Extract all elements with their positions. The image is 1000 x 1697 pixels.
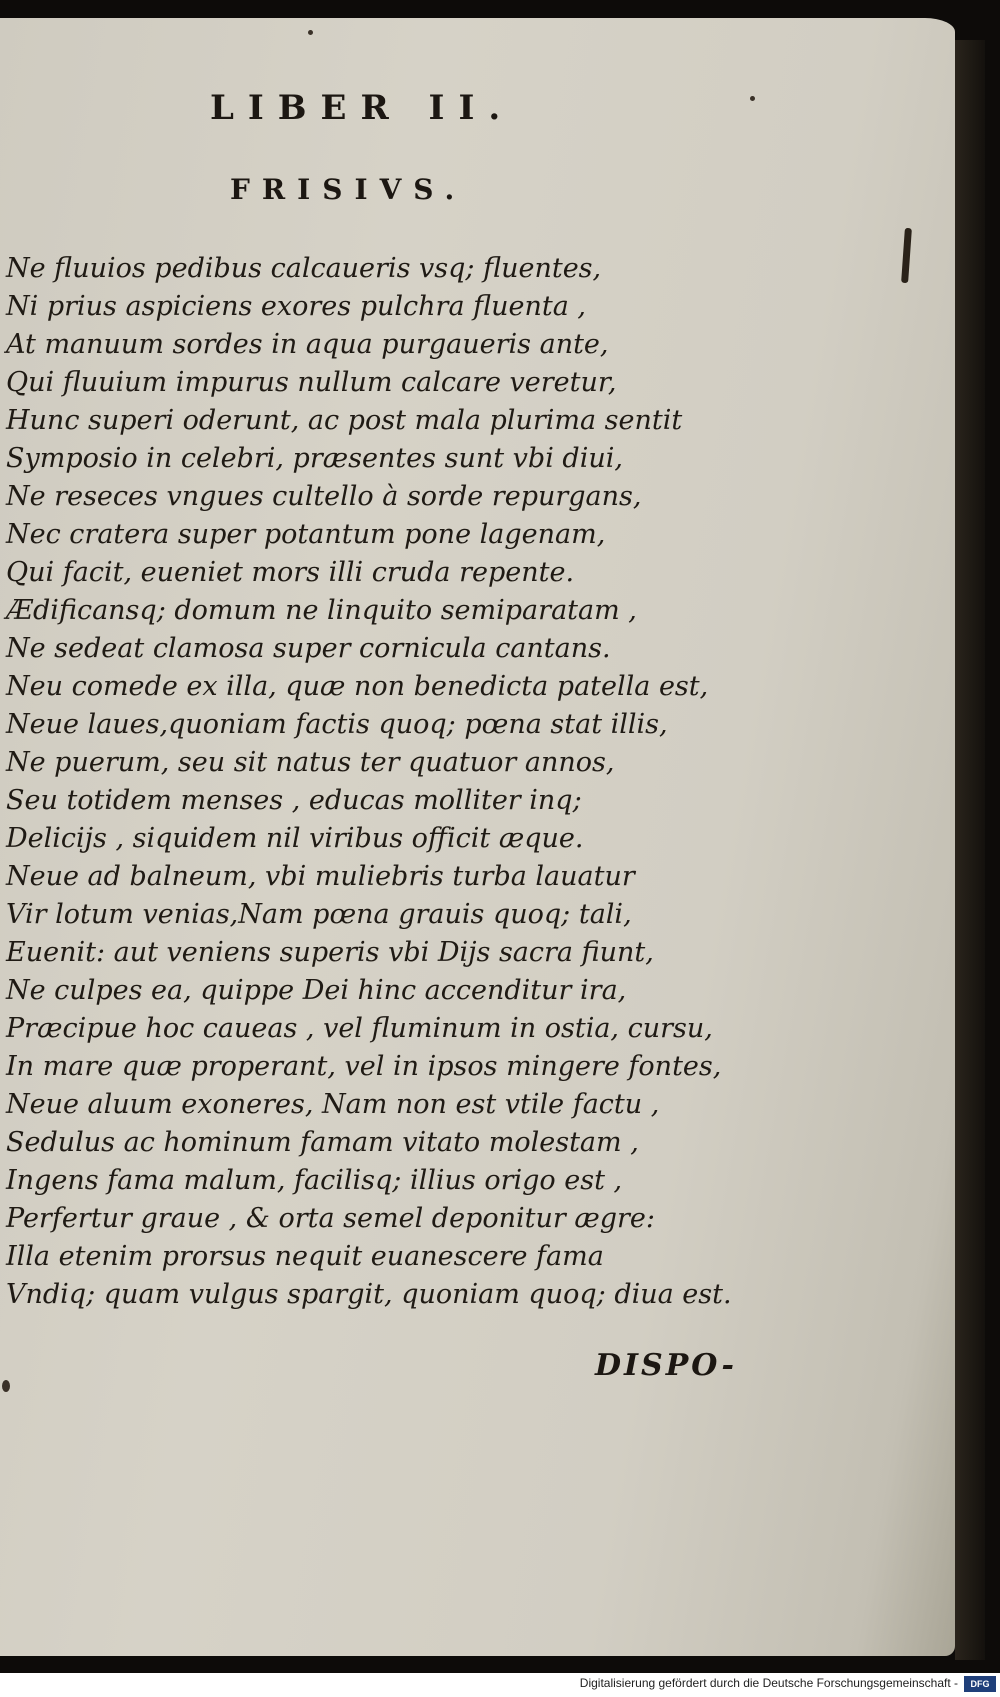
section-title: FRISIVS. [230,173,467,206]
footer-credit: Digitalisierung gefördert durch die Deutsche Forschungsgemeinschaft - [579,1676,958,1690]
poem-line: Neue ad balneum, vbi muliebris turba lauatur [6,861,635,892]
poem-line: Vir lotum venias,Nam pœna grauis quoq; tali, [6,899,632,930]
book-gutter [955,40,985,1660]
poem-line: Ne reseces vngues cultello à sorde repurgans, [6,481,642,512]
ink-speck [308,30,313,35]
ink-speck [2,1380,10,1392]
poem-line: Ne puerum, seu sit natus ter quatuor annos, [6,747,615,778]
poem-line: Præcipue hoc caueas , vel fluminum in ostia, cursu, [6,1013,713,1044]
poem-line: Symposio in celebri, præsentes sunt vbi diui, [6,443,623,474]
poem-line: Nec cratera super potantum pone lagenam, [6,519,606,550]
running-head: LIBER II. [210,88,515,128]
ink-mark [901,228,912,283]
dfg-logo: DFG [964,1676,996,1692]
poem-line: Qui fluuium impurus nullum calcare veretur, [6,367,617,398]
poem-line: Qui facit, eueniet mors illi cruda repente. [6,557,575,588]
poem-line: Seu totidem menses , educas molliter inq; [6,785,582,816]
digitization-footer [0,1673,1000,1697]
poem-line: Hunc superi oderunt, ac post mala plurima sentit [6,405,683,436]
poem-line: Ne fluuios pedibus calcaueris vsq; fluentes, [6,253,602,284]
poem-line: Ingens fama malum, facilisq; illius origo est , [6,1165,623,1196]
poem-text [6,250,766,1314]
poem-line: Ni prius aspiciens exores pulchra fluenta , [6,291,586,322]
poem-line: Neue laues,quoniam factis quoq; pœna stat illis, [6,709,668,740]
poem-line: Euenit: aut veniens superis vbi Dijs sacra fiunt, [6,937,654,968]
poem-line: Ne culpes ea, quippe Dei hinc accenditur ira, [6,975,627,1006]
poem-line: Perfertur graue , & orta semel deponitur ægre: [6,1203,655,1234]
poem-line: Illa etenim prorsus nequit euanescere fama [6,1241,604,1272]
poem-line: In mare quæ properant, vel in ipsos mingere fontes, [6,1051,722,1082]
poem-line: Neu comede ex illa, quæ non benedicta patella est, [6,671,709,702]
book-page [0,18,955,1656]
poem-line: Vndiq; quam vulgus spargit, quoniam quoq; diua est. [6,1279,732,1310]
poem-line: Ædificansq; domum ne linquito semiparatam , [6,595,637,626]
poem-line: At manuum sordes in aqua purgaueris ante, [6,329,609,360]
ink-speck [750,96,755,101]
poem-line: Delicijs , siquidem nil viribus officit æque. [6,823,584,854]
poem-line: Sedulus ac hominum famam vitato molestam , [6,1127,639,1158]
poem-line: Neue aluum exoneres, Nam non est vtile factu , [6,1089,660,1120]
poem-line: Ne sedeat clamosa super cornicula cantans. [6,633,611,664]
catchword: DISPO- [595,1348,737,1383]
